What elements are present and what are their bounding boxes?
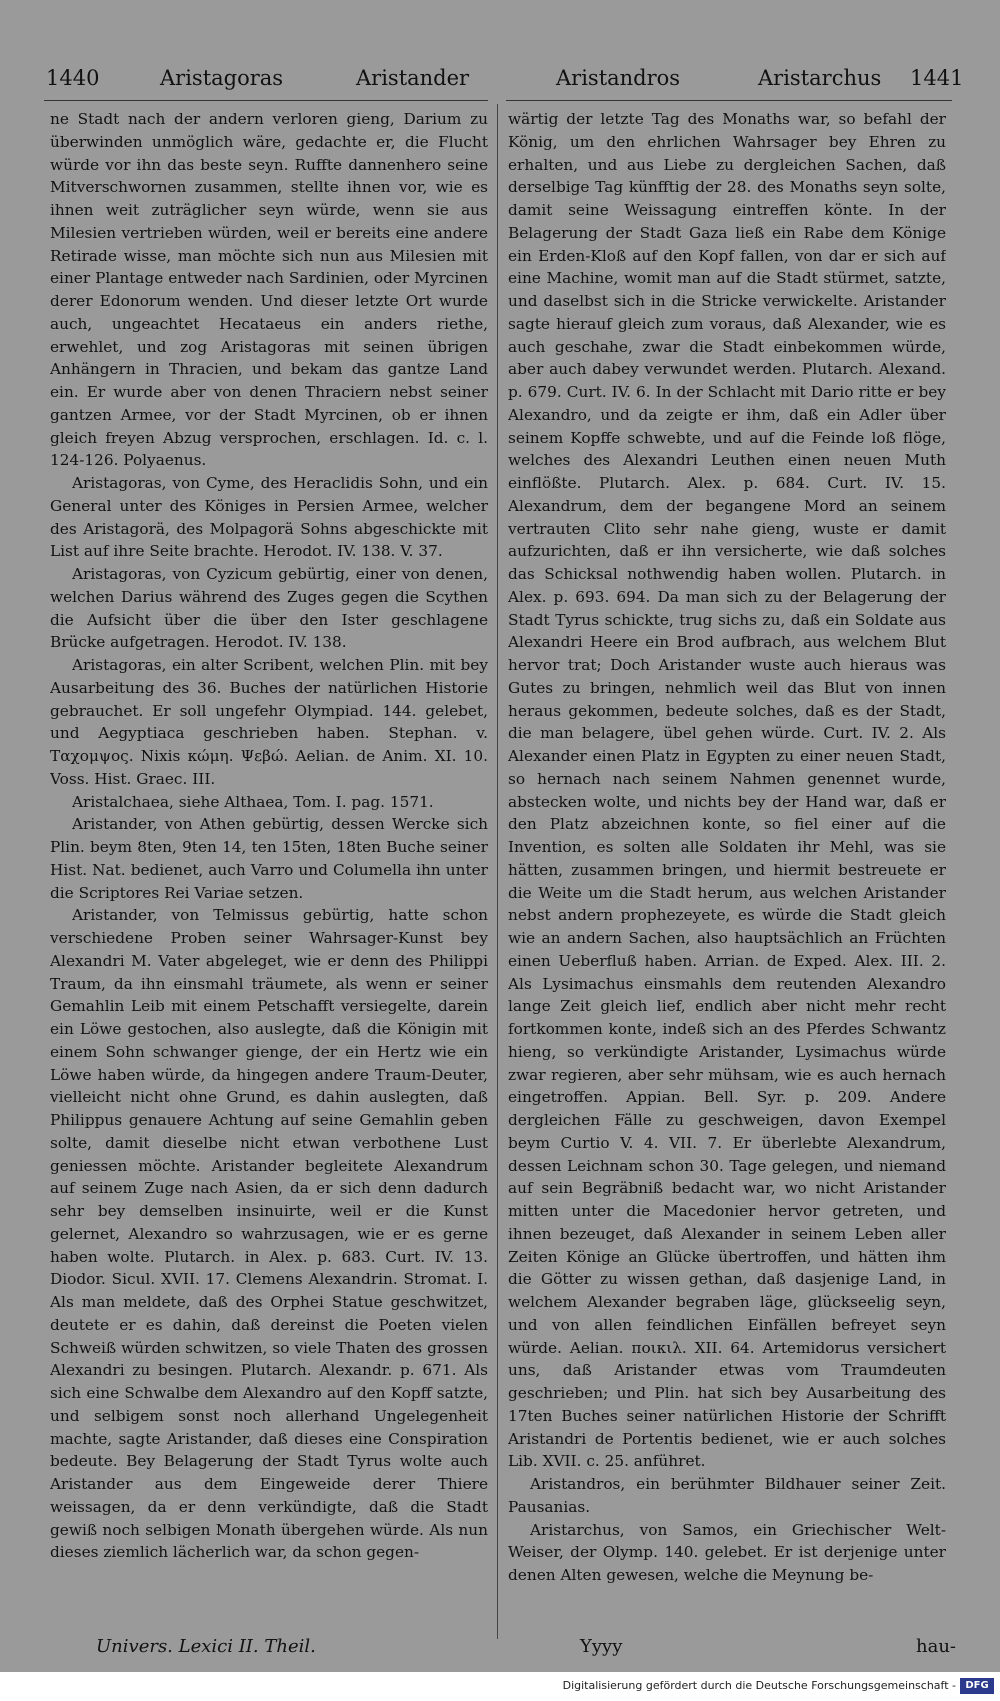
right-column: [508, 108, 946, 1638]
entry-paragraph: Aristagoras, von Cyzicum gebürtig, einer von denen, welchen Darius während des Zuges gegen die Scythen die Aufsicht über die über den Ister geschlagene Brücke aufgetragen. Herodot. IV. 138.: [50, 565, 488, 652]
header-rule-left: [44, 100, 488, 101]
entry-paragraph: Aristagoras, von Cyme, des Heraclidis Sohn, und ein General unter des Königes in Persien Armee, welcher des Aristagorä, des Molpagorä Sohns abgeschickte mit List auf ihre Seite brachte. Herodot. IV. 138. V. 37.: [50, 474, 488, 561]
page-number-right: 1441: [910, 66, 964, 90]
entry-paragraph: Aristandros, ein berühmter Bildhauer seiner Zeit. Pausanias.: [508, 1475, 946, 1516]
headword-aristagoras: Aristagoras: [160, 66, 284, 90]
entry-paragraph: Aristalchaea, siehe Althaea, Tom. I. pag. 1571.: [72, 792, 434, 811]
headword-aristarchus: Aristarchus: [758, 66, 882, 90]
credit-text: Digitalisierung gefördert durch die Deutsche Forschungsgemeinschaft -: [562, 1679, 956, 1692]
column-divider: [497, 104, 498, 1639]
dfg-logo-icon: DFG: [960, 1678, 994, 1694]
page-number-left: 1440: [46, 66, 100, 90]
entry-paragraph: wärtig der letzte Tag des Monaths war, so befahl der König, um den ehrlichen Wahrsager bey Ehren zu erhalten, und aus Liebe zu dergleichen Sachen, daß derselbige Tag künfftig der 28. des Monaths seyn solte, damit seine Weissagung eintreffen könte. In der Belagerung der Stadt Gaza ließ ein Rabe dem Könige ein Erden-Kloß auf den Kopf fallen, von dar er sich auf eine Machine, womit man auf die Stadt stürmet, satzte, und daselbst sich in die Stricke verwickelte. Aristander sagte hierauf gleich zum voraus, daß Alexander, wie es auch geschahe, zwar die Stadt einbekommen würde, aber auch dabey verwundet werden. Plutarch. Alexand. p. 679. Curt. IV. 6. In der Schlacht mit Dario ritte er bey Alexandro, und da zeigte er ihm, daß ein Adler über seinem Kopffe schwebte, und auf die Feinde loß flöge, welches des Alexandri Leuthen einen neuen Muth einflößte. Plutarch. Alex. p. 684. Curt. IV. 15. Alexandrum, dem der begangene Mord an seinem vertrauten Clito sehr nahe gieng, wuste er damit aufzurichten, daß er ihn versicherte, wie daß solches das Schicksal nothwendig haben wollen. Plutarch. in Alex. p. 693. 694. Da man sich zu der Belagerung der Stadt Tyrus schickte, trug sichs zu, daß ein Soldate aus Alexandri Heere ein Brod aufbrach, aus welchem Blut hervor trat; Doch Aristander wuste auch hieraus was Gutes zu bringen, nehmlich weil das Blut von innen heraus gekommen, bedeute solches, daß es der Stadt, die man belagere, übel gehen würde. Curt. IV. 2. Als Alexander einen Platz in Egypten zu einer neuen Stadt, so hernach nach seinem Nahmen genennet wurde, abstecken wolte, und nichts bey der Hand war, daß er den Platz abzeichnen konte, so fiel einer auf die Invention, es solten alle Soldaten ihr Mehl, was sie hätten, zusammen bringen, und hiermit bestreuete er die Weite um die Stadt herum, aus welchen Aristander nebst andern prophezeyete, es würde die Stadt gleich wie an andern Sachen, also hauptsächlich an Früchten einen Ueberfluß haben. Arrian. de Exped. Alex. III. 2. Als Lysimachus einsmahls dem reutenden Alexandro lange Zeit gleich lief, endlich aber nicht mehr recht fortkommen konte, indeß sich an des Pferdes Schwantz hieng, so verkündigte Aristander, Lysimachus würde zwar regieren, aber sehr mühsam, wie es auch hernach eingetroffen. Appian. Bell. Syr. p. 209. Andere dergleichen Fälle zu geschweigen, davon Exempel beym Curtio V. 4. VII. 7. Er überlebte Alexandrum, dessen Leichnam schon 30. Tage gelegen, und niemand auf sein Begräbniß bedacht war, wo nicht Aristander mitten unter die Macedonier hervor getreten, und ihnen bezeuget, daß Alexander in seinem Leben aller Zeiten Könige an Glücke übertroffen, und hätten ihm die Götter zu wissen gethan, daß dasjenige Land, in welchem Alexander begraben läge, glückseelig seyn, und von allen feindlichen Einfällen befreyet seyn würde. Aelian. ποικιλ. XII. 64. Artemidorus versichert uns, daß Aristander etwas vom Traumdeuten geschrieben; und Plin. hat sich bey Ausarbeitung des 17ten Buches seiner natürlichen Historie der Schrifft Aristandri de Portentis bedienet, wie er auch solches Lib. XVII. c. 25. anführet.: [508, 110, 946, 1471]
headword-aristandros: Aristandros: [556, 66, 681, 90]
entry-paragraph: Aristander, von Telmissus gebürtig, hatte schon verschiedene Proben seiner Wahrsager-Kunst bey Alexandri M. Vater abgeleget, wie er denn des Philippi Traum, da ihn einsmahl träumete, als wenn er seiner Gemahlin Leib mit einem Petschafft versiegelte, darein ein Löwe gestochen, also auslegte, daß die Königin mit einem Sohn schwanger gienge, der ein Hertz wie ein Löwe haben würde, da hingegen andere Traum-Deuter, vielleicht nicht ohne Grund, es dahin auslegten, daß Philippus genauere Achtung auf seine Gemahlin geben solte, damit dieselbe nicht etwan verbothene Lust geniessen möchte. Aristander begleitete Alexandrum auf seinem Zuge nach Asien, da er sich denn dadurch sehr bey demselben insinuirte, weil er die Kunst gelernet, Alexandro so wahrzusagen, wie er es gerne haben wolte. Plutarch. in Alex. p. 683. Curt. IV. 13. Diodor. Sicul. XVII. 17. Clemens Alexandrin. Stromat. I. Als man meldete, daß des Orphei Statue geschwitzet, deutete er es dahin, daß dereinst die Poeten vielen Schweiß würden schwitzen, so viele Thaten des grossen Alexandri zu besingen. Plutarch. Alexandr. p. 671. Als sich eine Schwalbe dem Alexandro auf den Kopff satzte, und selbigem sonst noch allerhand Ungelegenheit machte, sagte Aristander, daß dieses eine Conspiration bedeute. Bey Belagerung der Stadt Tyrus wolte auch Aristander aus dem Eingeweide derer Thiere weissagen, da er denn verkündigte, daß die Stadt gewiß noch selbigen Monath übergehen würde. Als nun dieses ziemlich lächerlich war, da schon gegen-: [50, 906, 488, 1562]
entry-paragraph: Aristarchus, von Samos, ein Griechischer Welt-Weiser, der Olymp. 140. gelebet. Er ist derjenige unter denen Alten gewesen, welche die Meynung be-: [508, 1520, 946, 1584]
sheet-mark: Yyyy: [580, 1636, 623, 1657]
entry-paragraph: ne Stadt nach der andern verloren gieng, Darium zu überwinden unmöglich wäre, gedachte er, die Flucht würde vor ihn das beste seyn. Ruffte dannenhero seine Mitverschwornen zusammen, stellte ihnen vor, wie es ihnen weit zuträglicher seyn würde, wenn sie aus Milesien vertrieben würden, weil er bereits eine andere Retirade wisse, man möchte sich nun aus Milesien mit einer Plantage entweder nach Sardinien, oder Myrcinen derer Edonorum wenden. Und dieser letzte Ort wurde auch, ungeachtet Hecataeus ein anders riethe, erwehlet, und zog Aristagoras mit seinen übrigen Anhängern in Thracien, und bekam das gantze Land ein. Er wurde aber von denen Thraciern nebst seiner gantzen Armee, vor der Stadt Myrcinen, ob er ihnen gleich freyen Abzug versprochen, erschlagen. Id. c. l. 124-126. Polyaenus.: [50, 110, 488, 470]
left-column: [50, 108, 488, 1638]
headword-aristander: Aristander: [356, 66, 470, 90]
signature-line: Univers. Lexici II. Theil.: [96, 1636, 316, 1657]
page-footer: [0, 1634, 1000, 1664]
header-rule-right: [506, 100, 952, 101]
catchword: hau-: [916, 1636, 956, 1657]
running-header: [0, 62, 1000, 102]
entry-paragraph: Aristander, von Athen gebürtig, dessen Wercke sich Plin. beym 8ten, 9ten 14, ten 15ten, 18ten Buche seiner Hist. Nat. bedienet, auch Varro und Columella ihn unter die Scriptores Rei Variae setzen.: [50, 815, 488, 902]
digitization-credit-bar: [0, 1675, 1000, 1701]
entry-paragraph: Aristagoras, ein alter Scribent, welchen Plin. mit bey Ausarbeitung des 36. Buches der natürlichen Historie gebrauchet. Er soll ungefehr Olympiad. 144. gelebet, und Aegyptiaca geschrieben haben. Stephan. v. Ταχομψος. Nixis κώμη. Ψεβώ. Aelian. de Anim. XI. 10. Voss. Hist. Graec. III.: [50, 656, 488, 788]
